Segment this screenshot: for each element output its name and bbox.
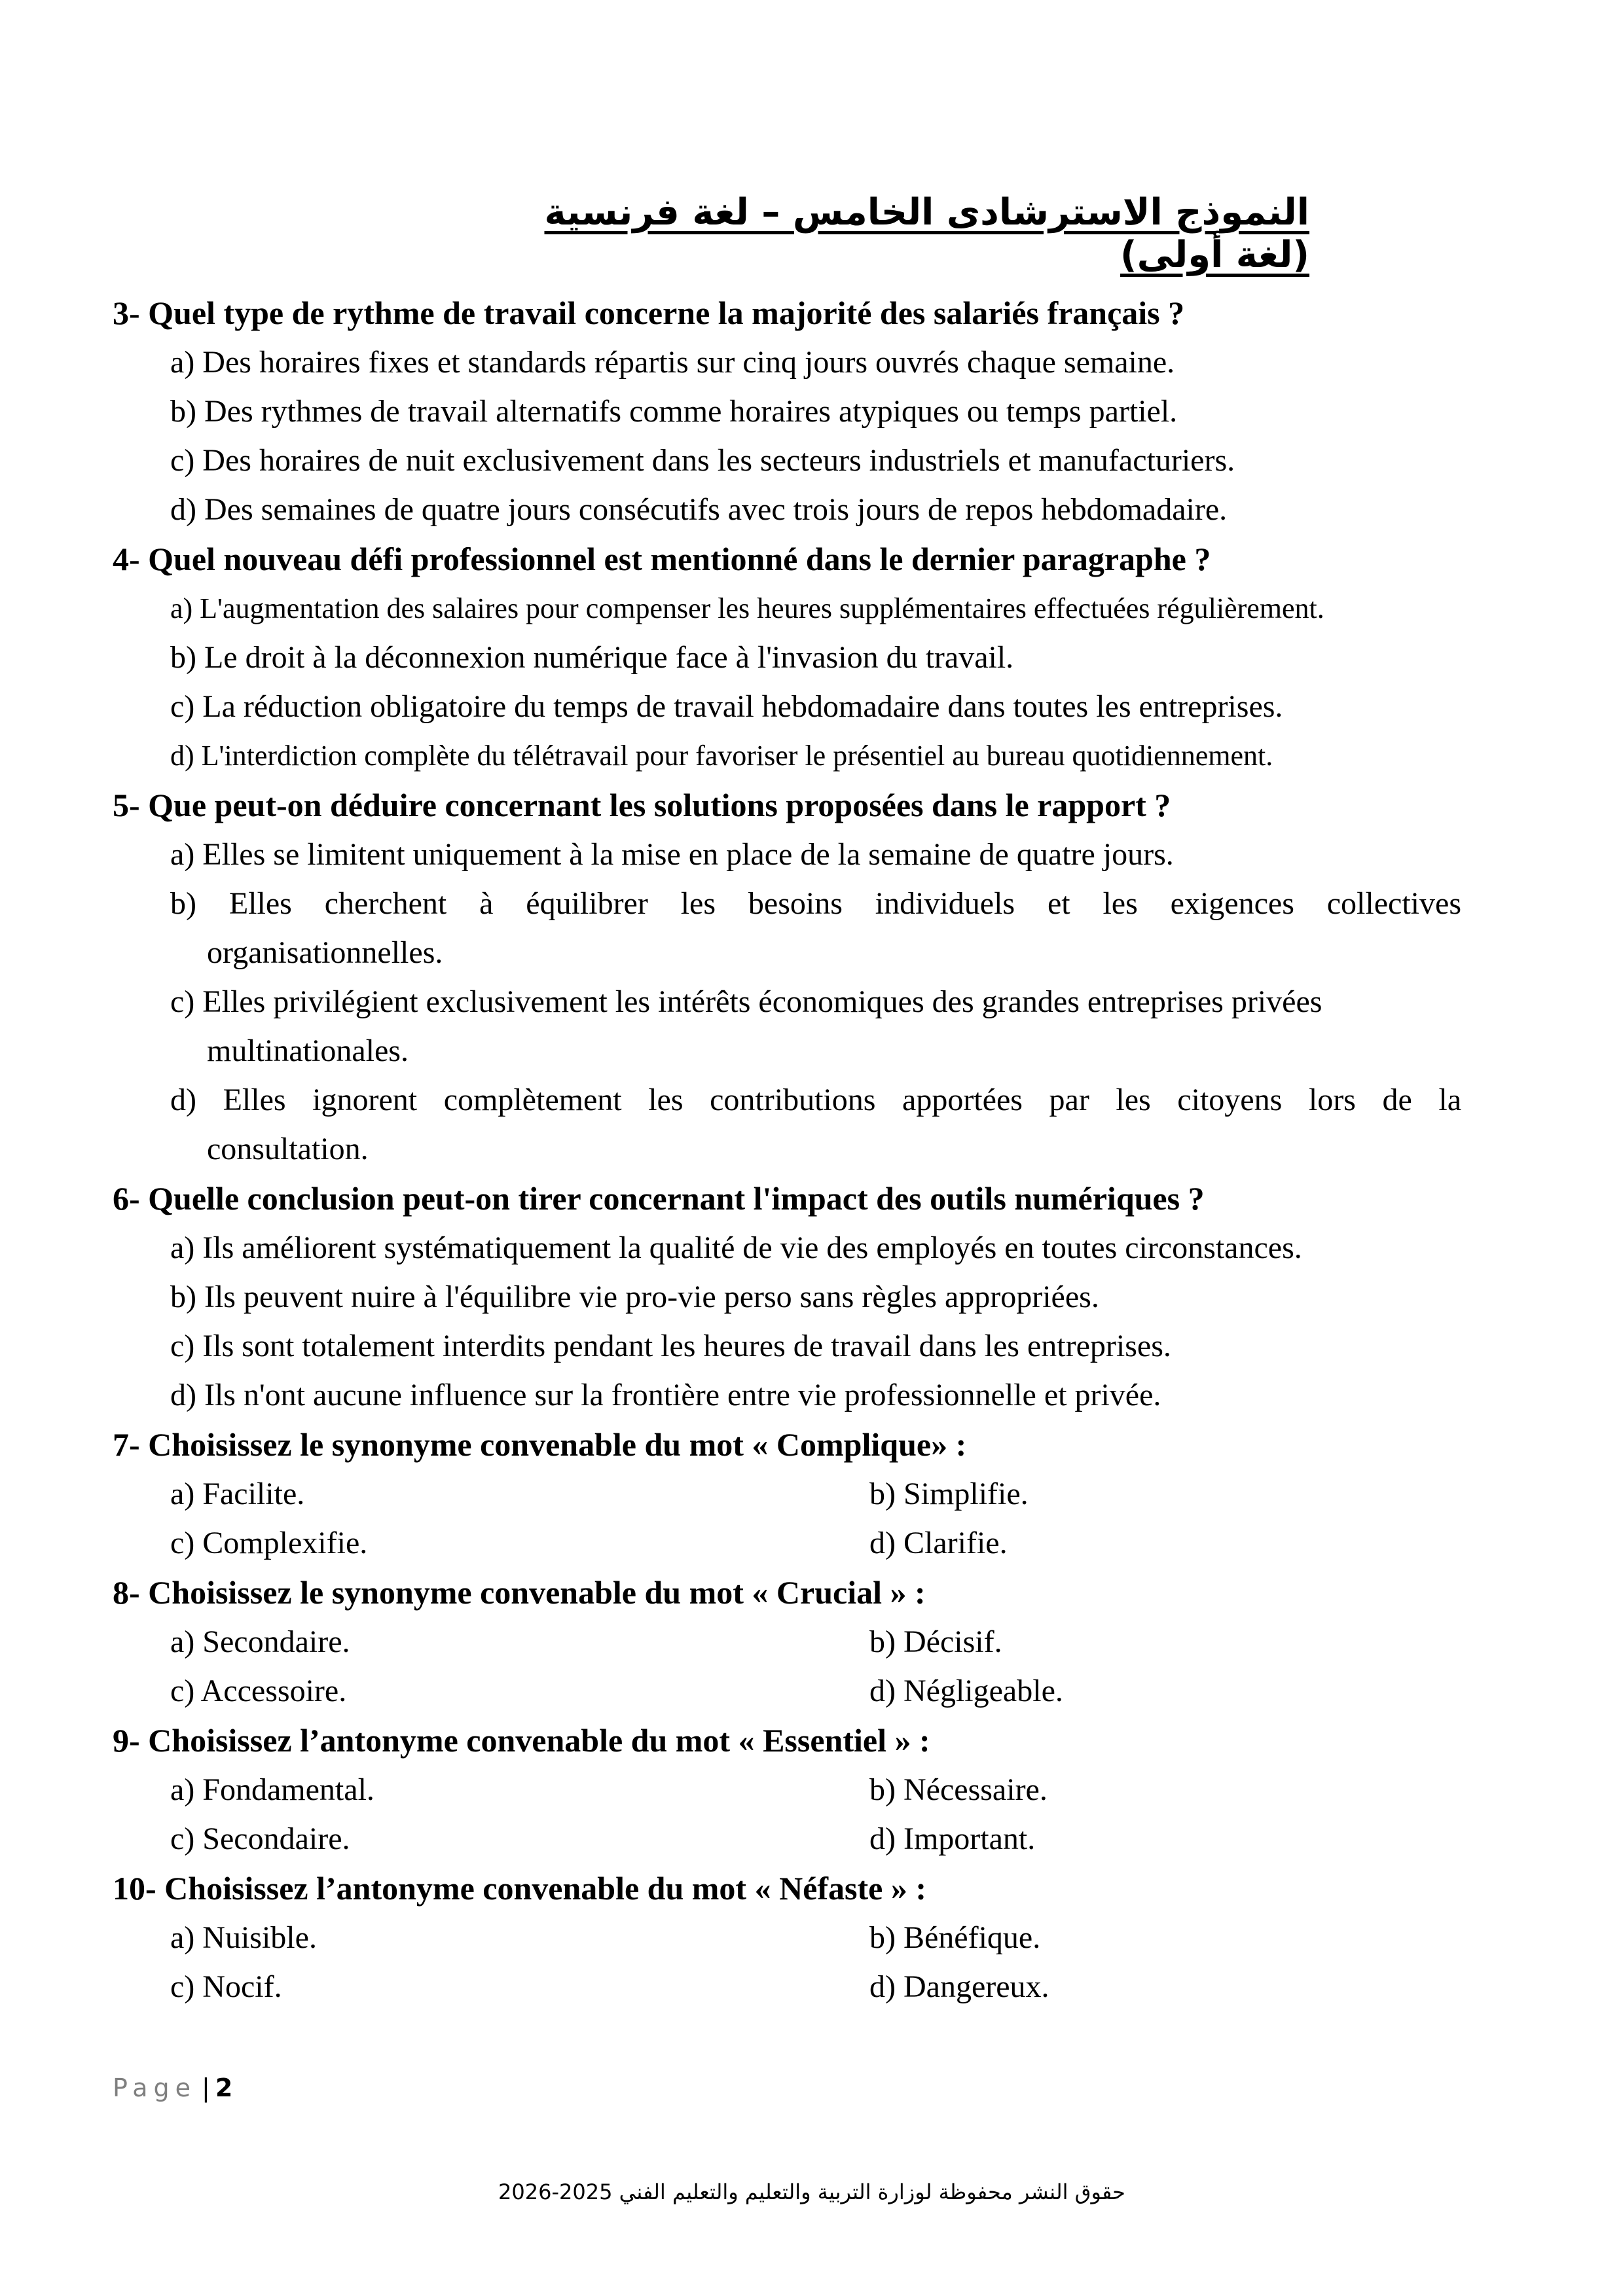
question-7-option-c: c) Complexifie. <box>170 1526 368 1560</box>
question-9-option-c: c) Secondaire. <box>170 1821 350 1856</box>
question-9-option-d: d) Important. <box>869 1821 1036 1856</box>
question-10-option-c: c) Nocif. <box>170 1969 282 2004</box>
question-10: 10- Choisissez l’antonyme convenable du mot « Néfaste » : <box>113 1870 926 1907</box>
question-3-option-d: d) Des semaines de quatre jours consécutifs avec trois jours de repos hebdomadaire. <box>170 492 1228 527</box>
question-8-option-c: c) Accessoire. <box>170 1674 347 1708</box>
question-7: 7- Choisissez le synonyme convenable du mot « Complique» : <box>113 1426 967 1463</box>
question-8-option-d: d) Négligeable. <box>869 1674 1063 1708</box>
option-text: b) Elles cherchent à équilibrer les besoins individuels et les exigences collectives <box>170 886 1461 921</box>
question-4-option-b: b) Le droit à la déconnexion numérique face à l'invasion du travail. <box>170 640 1014 675</box>
question-5-option-d <box>113 1075 1540 1174</box>
option-text: c) Elles privilégient exclusivement les intérêts économiques des grandes entreprises privées <box>170 984 1322 1019</box>
option-text: a) Elles se limitent uniquement à la mise en place de la semaine de quatre jours. <box>170 837 1174 872</box>
copyright-notice: حقوق النشر محفوظة لوزارة التربية والتعليم والتعليم الفني 2025-2026 <box>498 2179 1125 2204</box>
question-3: 3- Quel type de rythme de travail concerne la majorité des salariés français ? <box>113 295 1185 331</box>
question-8-options <box>113 1617 1540 1715</box>
question-9: 9- Choisissez l’antonyme convenable du mot « Essentiel » : <box>113 1722 930 1759</box>
question-5: 5- Que peut-on déduire concernant les solutions proposées dans le rapport ? <box>113 787 1171 823</box>
page-label: Page <box>113 2073 196 2102</box>
option-text-continued: consultation. <box>207 1132 369 1166</box>
question-10-option-b: b) Bénéfique. <box>869 1920 1041 1955</box>
questions-section <box>113 288 1540 2011</box>
question-4-option-a: a) L'augmentation des salaires pour compenser les heures supplémentaires effectuées régulièrement. <box>170 592 1324 624</box>
question-4: 4- Quel nouveau défi professionnel est mentionné dans le dernier paragraphe ? <box>113 541 1211 577</box>
question-4-option-c: c) La réduction obligatoire du temps de travail hebdomadaire dans toutes les entreprises. <box>170 689 1283 724</box>
question-10-options <box>113 1913 1540 2011</box>
question-8-option-b: b) Décisif. <box>869 1624 1002 1659</box>
question-6-option-c: c) Ils sont totalement interdits pendant les heures de travail dans les entreprises. <box>170 1329 1171 1363</box>
question-3-option-c: c) Des horaires de nuit exclusivement dans les secteurs industriels et manufacturiers. <box>170 443 1235 478</box>
question-6: 6- Quelle conclusion peut-on tirer concernant l'impact des outils numériques ? <box>113 1180 1205 1217</box>
question-6-option-d: d) Ils n'ont aucune influence sur la frontière entre vie professionnelle et privée. <box>170 1378 1161 1412</box>
question-9-option-a: a) Fondamental. <box>170 1772 374 1807</box>
question-6-option-b: b) Ils peuvent nuire à l'équilibre vie pro-vie perso sans règles appropriées. <box>170 1280 1099 1314</box>
question-3-option-b: b) Des rythmes de travail alternatifs comme horaires atypiques ou temps partiel. <box>170 394 1178 429</box>
question-9-option-b: b) Nécessaire. <box>869 1772 1048 1807</box>
question-6-option-a: a) Ils améliorent systématiquement la qualité de vie des employés en toutes circonstances. <box>170 1230 1302 1265</box>
question-7-options <box>113 1469 1540 1568</box>
question-5-option-c <box>113 977 1540 1075</box>
page-separator: | <box>202 2073 210 2102</box>
question-5-option-a <box>113 830 1540 879</box>
question-4-option-d: d) L'interdiction complète du télétravail pour favoriser le présentiel au bureau quotidiennement. <box>170 740 1273 772</box>
option-text-continued: multinationales. <box>207 1033 409 1068</box>
question-5-option-b <box>113 879 1540 977</box>
page-title: النموذج الاسترشادى الخامس – لغة فرنسية (لغة أولى) <box>544 191 1309 276</box>
question-3-option-a: a) Des horaires fixes et standards répartis sur cinq jours ouvrés chaque semaine. <box>170 345 1175 380</box>
option-text-continued: organisationnelles. <box>207 935 443 970</box>
question-10-option-a: a) Nuisible. <box>170 1920 317 1955</box>
page-number: 2 <box>215 2073 233 2102</box>
question-7-option-b: b) Simplifie. <box>869 1477 1029 1511</box>
question-7-option-a: a) Facilite. <box>170 1477 305 1511</box>
option-text: d) Elles ignorent complètement les contributions apportées par les citoyens lors de la <box>170 1083 1461 1117</box>
question-8-option-a: a) Secondaire. <box>170 1624 350 1659</box>
page-number-footer <box>113 2073 232 2102</box>
question-7-option-d: d) Clarifie. <box>869 1526 1008 1560</box>
question-8: 8- Choisissez le synonyme convenable du mot « Crucial » : <box>113 1574 926 1611</box>
question-9-options <box>113 1765 1540 1863</box>
question-10-option-d: d) Dangereux. <box>869 1969 1049 2004</box>
